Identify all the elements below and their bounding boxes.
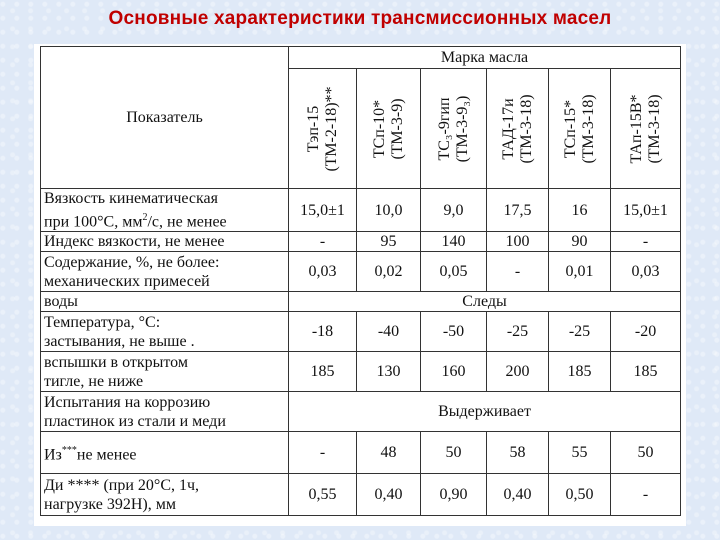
table-cell: - [611,232,681,252]
table-cell: 0,50 [549,474,611,516]
table-cell: 0,05 [421,252,487,292]
oil-column-header: ТАп-15В* (ТМ-3-18) [611,69,681,189]
table-cell: 15,0±1 [289,189,357,232]
table-cell: 50 [611,432,681,474]
table-cell: -18 [289,312,357,352]
oil-column-header: ТС₃-9гип (ТМ-3-9₃) [421,69,487,189]
table-cell: 9,0 [421,189,487,232]
table-cell: -40 [357,312,421,352]
table-cell: 0,55 [289,474,357,516]
table-cell: -50 [421,312,487,352]
table-cell: 0,40 [357,474,421,516]
table-cell: 0,02 [357,252,421,292]
oil-column-header: Тэп-15 (ТМ-2-18)** [289,69,357,189]
table-cell: 0,01 [549,252,611,292]
table-cell: 95 [357,232,421,252]
param-header: Показатель [41,47,289,189]
table-cell: 140 [421,232,487,252]
table-cell: 15,0±1 [611,189,681,232]
table-cell: - [289,232,357,252]
table-cell: 0,40 [487,474,549,516]
table-cell: 16 [549,189,611,232]
page-title: Основные характеристики трансмиссионных масел [108,8,612,29]
table-cell: 100 [487,232,549,252]
row-label: воды [41,292,289,312]
table-row [41,432,681,474]
table-cell: 48 [357,432,421,474]
table-row [41,292,681,312]
oil-grade-header: Марка масла [289,47,681,69]
table-cell: 50 [421,432,487,474]
table-cell: -20 [611,312,681,352]
table-row [41,474,681,516]
table-cell: 0,90 [421,474,487,516]
row-label: Индекс вязкости, не менее [41,232,289,252]
merged-cell: Выдерживает [289,392,681,432]
table-cell: -25 [487,312,549,352]
table-row [41,232,681,252]
table-row [41,189,681,232]
table-cell: - [289,432,357,474]
table-cell: 130 [357,352,421,392]
table-cell: 185 [549,352,611,392]
merged-cell: Следы [289,292,681,312]
table-cell: 185 [289,352,357,392]
row-label: Вязкость кинематическая при 100°С, $мм^2/с$, не менее [41,189,289,232]
table-cell: 58 [487,432,549,474]
table-cell: -25 [549,312,611,352]
row-label: вспышки в открытом тигле, не ниже [41,352,289,392]
row-label: Испытания на коррозию пластинок из стали и меди [41,392,289,432]
table-cell: - [487,252,549,292]
table-cell: 55 [549,432,611,474]
table-cell: 0,03 [289,252,357,292]
oil-column-header: ТСп-15* (ТМ-3-18) [549,69,611,189]
row-label: Из***не менее [41,432,289,474]
table-cell: 17,5 [487,189,549,232]
table-scan [34,44,686,526]
row-label: Температура, °С: застывания, не выше . [41,312,289,352]
table-cell: 160 [421,352,487,392]
table-cell: - [611,474,681,516]
row-label: Содержание, %, не более: механических примесей [41,252,289,292]
row-label: Ди **** (при 20°С, 1ч, нагрузке 392Н), мм [41,474,289,516]
table-cell: 200 [487,352,549,392]
oil-column-header: ТАД-17и (ТМ-3-18) [487,69,549,189]
table-row [41,252,681,292]
table-cell: 185 [611,352,681,392]
table-row [41,312,681,352]
oil-characteristics-table [40,46,681,516]
table-row [41,352,681,392]
oil-column-header: ТСп-10* (ТМ-3-9) [357,69,421,189]
table-cell: 0,03 [611,252,681,292]
table-row [41,392,681,432]
table-cell: 10,0 [357,189,421,232]
table-cell: 90 [549,232,611,252]
